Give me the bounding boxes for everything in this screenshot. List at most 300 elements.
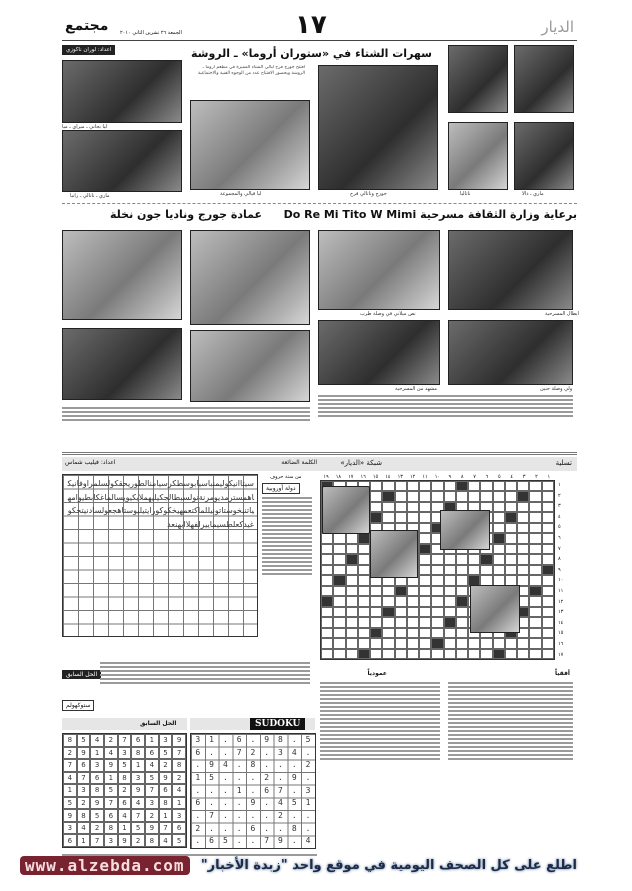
crossword-cell[interactable] [517,544,529,554]
crossword-cell[interactable] [468,481,480,491]
word-search-letters: سيتاانيكوليمنباسيابوسطكرسيامنالطوريحقكولسلمراوفانيكاهمسترمديومرنةنولسبطالجكيليهملايكيويسالماغكابطيوامهياتنبخوستاتونيللماكتعمهيخكوكورايتيليوستاهجعولسادنيتحكوغيدكعلطسيماييرلفهلاابهنعد [67,479,254,529]
sudoku-solution-value: 8 [172,759,186,772]
sudoku-title: SUDOKU [250,718,305,730]
crossword-cell[interactable] [358,596,370,606]
sudoku-solution-value: 3 [131,772,145,785]
crossword-cell[interactable] [321,533,333,543]
crossword-cell[interactable] [542,586,554,596]
crossword-cell[interactable] [407,649,419,659]
sudoku-puzzle-grid[interactable] [190,733,320,849]
crossword-cell[interactable] [346,649,358,659]
sudoku-solution-value: 4 [172,784,186,797]
crossword-cell[interactable] [542,638,554,648]
crossword-cell[interactable] [456,649,468,659]
sudoku-solution-value: 1 [131,759,145,772]
crossword-cell[interactable] [395,512,407,522]
crossword-cell[interactable] [431,481,443,491]
crossword-row-number: ٩ [558,566,561,573]
crossword-cell[interactable] [321,554,333,564]
crossword-column-number: ٦ [485,474,489,480]
crossword-cell[interactable] [517,565,529,575]
crossword-cell[interactable] [456,491,468,501]
crossword-cell[interactable] [480,491,492,501]
caption: ليا بجاني ـ ميراي ـ ميا [62,124,108,130]
crossword-cell[interactable] [407,617,419,627]
crossword-cell[interactable] [419,502,431,512]
crossword-cell[interactable] [456,628,468,638]
sudoku-solution-value: 7 [131,809,145,822]
crossword-cell[interactable] [407,491,419,501]
photo-woman-1 [448,45,508,113]
crossword-column-number: ٣ [522,474,526,480]
crossword-cell[interactable] [444,649,456,659]
crossword-cell[interactable] [542,502,554,512]
crossword-cell[interactable] [370,638,382,648]
crossword-cell[interactable] [358,533,370,543]
crossword-cell[interactable] [382,607,394,617]
sudoku-solution-value: 7 [77,772,91,785]
crossword-photo-4 [470,585,520,633]
crossword-cell[interactable] [333,575,345,585]
crossword-cell[interactable] [321,628,333,638]
crossword-cell[interactable] [346,554,358,564]
crossword-cell[interactable] [395,617,407,627]
crossword-cell[interactable] [493,502,505,512]
sudoku-solution-value: 5 [63,797,77,810]
crossword-cell[interactable] [444,607,456,617]
crossword-cell[interactable] [431,575,443,585]
sudoku-solution-value: 2 [63,747,77,760]
photo-play-scene [318,320,440,385]
crossword-cell[interactable] [542,491,554,501]
sudoku-solution-value: 8 [131,747,145,760]
sudoku-solution-value: 3 [90,759,104,772]
crossword-cell[interactable] [370,596,382,606]
crossword-cell[interactable] [321,565,333,575]
sudoku-solution-value: 9 [131,784,145,797]
crossword-cell[interactable] [529,533,541,543]
crossword-cell[interactable] [529,617,541,627]
crossword-cell[interactable] [358,607,370,617]
sudoku-row[interactable]: .7....2.. [195,810,320,820]
crossword-row-number: ٣ [558,503,561,510]
crossword-cell[interactable] [346,586,358,596]
crossword-cell[interactable] [517,533,529,543]
crossword-cell[interactable] [529,649,541,659]
crossword-cell[interactable] [529,628,541,638]
crossword-cell[interactable] [542,512,554,522]
crossword-cell[interactable] [346,617,358,627]
crossword-cell[interactable] [529,523,541,533]
sudoku-solution-value: 6 [131,734,145,747]
crossword-cell[interactable] [333,638,345,648]
crossword-cell[interactable] [542,544,554,554]
sudoku-solution-value: 2 [131,834,145,847]
crossword-cell[interactable] [468,554,480,564]
crossword-cell[interactable] [468,649,480,659]
crossword-cell[interactable] [529,512,541,522]
crossword-cell[interactable] [407,481,419,491]
crossword-cell[interactable] [505,512,517,522]
sudoku-solution-value: 2 [90,822,104,835]
crossword-cell[interactable] [542,607,554,617]
crossword-column-number: ١٤ [385,474,391,480]
crossword-cell[interactable] [505,491,517,501]
crossword-cell[interactable] [456,481,468,491]
crossword-cell[interactable] [493,512,505,522]
crossword-cell[interactable] [529,607,541,617]
crossword-cell[interactable] [444,596,456,606]
crossword-cell[interactable] [419,575,431,585]
caption: جورج وناتالي فرح [350,191,387,197]
sudoku-row[interactable]: .94.8...2 [195,760,320,770]
crossword-cell[interactable] [517,554,529,564]
crossword-cell[interactable] [346,628,358,638]
crossword-row-number: ٨ [558,556,561,563]
crossword-column-number: ١ [547,474,551,480]
crossword-cell[interactable] [444,575,456,585]
caption: ماري ـ ناتالي ـ رانيا [70,193,110,199]
crossword-cell[interactable] [493,544,505,554]
crossword-cell[interactable] [456,638,468,648]
crossword-cell[interactable] [505,554,517,564]
crossword-cell[interactable] [529,638,541,648]
crossword-cell[interactable] [382,649,394,659]
crossword-cell[interactable] [346,565,358,575]
crossword-cell[interactable] [321,617,333,627]
crossword-cell[interactable] [395,586,407,596]
crossword-cell[interactable] [456,565,468,575]
crossword-cell[interactable] [456,575,468,585]
crossword-cell[interactable] [321,575,333,585]
crossword-cell[interactable] [346,638,358,648]
crossword-cell[interactable] [382,502,394,512]
crossword-row-number: ٤ [558,513,561,520]
crossword-cell[interactable] [346,607,358,617]
sudoku-solution-value: 8 [77,809,91,822]
crossword-cell[interactable] [468,638,480,648]
crossword-cell[interactable] [407,586,419,596]
crossword-cell[interactable] [542,554,554,564]
crossword-row-number: ١٧ [558,651,564,658]
crossword-cell[interactable] [480,481,492,491]
crossword-cell[interactable] [382,638,394,648]
sudoku-solution-value: 3 [172,809,186,822]
crossword-cell[interactable] [419,491,431,501]
crossword-cell[interactable] [407,638,419,648]
crossword-cell[interactable] [321,596,333,606]
crossword-cell[interactable] [321,586,333,596]
crossword-cell[interactable] [346,575,358,585]
crossword-cell[interactable] [431,638,443,648]
promo-banner-url[interactable]: www.alzebda.com [20,856,190,875]
crossword-cell[interactable] [358,628,370,638]
crossword-cell[interactable] [382,512,394,522]
crossword-cell[interactable] [542,565,554,575]
crossword-cell[interactable] [419,554,431,564]
crossword-cell[interactable] [529,575,541,585]
crossword-cell[interactable] [542,523,554,533]
crossword-cell[interactable] [419,512,431,522]
crossword-cell[interactable] [407,512,419,522]
crossword-cell[interactable] [505,533,517,543]
crossword-cell[interactable] [444,554,456,564]
crossword-row-number: ١٠ [558,577,564,584]
sudoku-solution-grid [62,733,187,848]
crossword-cell[interactable] [431,649,443,659]
photo-woman-singing [190,100,310,190]
crossword-cell[interactable] [370,649,382,659]
crossword-cell[interactable] [321,544,333,554]
crossword-cell[interactable] [419,628,431,638]
crossword-cell[interactable] [542,575,554,585]
crossword-cell[interactable] [468,565,480,575]
crossword-cell[interactable] [529,565,541,575]
crossword-cell[interactable] [333,586,345,596]
crossword-cell[interactable] [382,628,394,638]
crossword-cell[interactable] [395,502,407,512]
crossword-cell[interactable] [456,617,468,627]
crossword-cell[interactable] [419,565,431,575]
crossword-cell[interactable] [370,491,382,501]
crossword-cell[interactable] [333,554,345,564]
crossword-cell[interactable] [505,544,517,554]
photo-couple [318,65,438,190]
crossword-cell[interactable] [370,607,382,617]
crossword-cell[interactable] [493,481,505,491]
crossword-cell[interactable] [480,554,492,564]
crossword-column-number: ٧ [473,474,476,480]
crossword-cell[interactable] [419,523,431,533]
crossword-cell[interactable] [529,481,541,491]
crossword-cell[interactable] [395,596,407,606]
crossword-cell[interactable] [480,649,492,659]
promo-banner-text[interactable]: اطلع على كل الصحف اليومية في موقع واحد "زبدة الأخبار" [200,858,577,873]
crossword-cell[interactable] [517,491,529,501]
crossword-cell[interactable] [333,596,345,606]
crossword-cell[interactable] [493,638,505,648]
crossword-cell[interactable] [346,544,358,554]
sudoku-row[interactable]: 6...9.451 [195,798,320,808]
crossword-cell[interactable] [370,628,382,638]
crossword-cell[interactable] [419,596,431,606]
sudoku-row[interactable]: 2...6..8. [195,823,320,833]
crossword-cell[interactable] [529,491,541,501]
crossword-cell[interactable] [370,481,382,491]
crossword-cell[interactable] [505,523,517,533]
crossword-cell[interactable] [431,491,443,501]
crossword-cell[interactable] [395,481,407,491]
crossword-cell[interactable] [505,481,517,491]
newspaper-logo: الديار [541,18,574,36]
sudoku-solution-value: 7 [90,834,104,847]
crossword-cell[interactable] [346,533,358,543]
crossword-cell[interactable] [419,617,431,627]
crossword-cell[interactable] [333,544,345,554]
crossword-cell[interactable] [505,649,517,659]
crossword-cell[interactable] [542,649,554,659]
crossword-cell[interactable] [468,491,480,501]
crossword-cell[interactable] [395,628,407,638]
crossword-cell[interactable] [493,649,505,659]
crossword-cell[interactable] [419,481,431,491]
crossword-cell[interactable] [517,523,529,533]
crossword-cell[interactable] [505,638,517,648]
crossword-cell[interactable] [542,533,554,543]
crossword-cell[interactable] [444,628,456,638]
crossword-cell[interactable] [382,481,394,491]
crossword-cell[interactable] [395,638,407,648]
prev-solution-words [100,660,310,710]
crossword-cell[interactable] [333,628,345,638]
crossword-cell[interactable] [529,502,541,512]
photo-play-scene-2 [448,320,573,385]
across-label: أفقياً [554,670,570,677]
crossword-cell[interactable] [456,586,468,596]
crossword-cell[interactable] [431,628,443,638]
crossword-cell[interactable] [493,523,505,533]
crossword-cell[interactable] [517,481,529,491]
caption: ولي وصلة حنين [540,386,573,392]
sudoku-solution-value: 5 [159,747,173,760]
crossword-cell[interactable] [444,638,456,648]
crossword-cell[interactable] [358,649,370,659]
crossword-cell[interactable] [517,649,529,659]
crossword-cell[interactable] [358,565,370,575]
crossword-cell[interactable] [431,565,443,575]
crossword-cell[interactable] [370,617,382,627]
sudoku-row[interactable]: ...1.67.3 [195,785,320,795]
crossword-cell[interactable] [444,565,456,575]
crossword-cell[interactable] [382,586,394,596]
caption: مشهد من المسرحية [395,386,438,392]
crossword-cell[interactable] [444,617,456,627]
sudoku-solution-value: 6 [145,747,159,760]
crossword-cell[interactable] [358,638,370,648]
crossword-cell[interactable] [382,491,394,501]
sudoku-solution-value: 3 [159,734,173,747]
sudoku-solution-value: 8 [90,784,104,797]
crossword-cell[interactable] [382,596,394,606]
sudoku-solution-value: 6 [172,822,186,835]
crossword-row-number: ٢ [558,492,561,499]
crossword-cell[interactable] [542,617,554,627]
crossword-cell[interactable] [542,628,554,638]
crossword-cell[interactable] [480,638,492,648]
crossword-cell[interactable] [542,596,554,606]
crossword-cell[interactable] [444,586,456,596]
crossword-cell[interactable] [321,649,333,659]
crossword-cell[interactable] [395,649,407,659]
crossword-cell[interactable] [456,554,468,564]
crossword-column-number: ١٣ [397,474,403,480]
crossword-cell[interactable] [346,596,358,606]
crossword-cell[interactable] [517,638,529,648]
crossword-cell[interactable] [529,596,541,606]
crossword-cell[interactable] [419,638,431,648]
crossword-cell[interactable] [333,649,345,659]
sudoku-solution-value: 5 [145,772,159,785]
sudoku-row[interactable]: 6..72.34. [195,747,320,757]
crossword-cell[interactable] [456,607,468,617]
crossword-cell[interactable] [358,617,370,627]
missing-word-title: الكلمة الضائعة [281,459,317,466]
crossword-cell[interactable] [493,554,505,564]
crossword-cell[interactable] [480,565,492,575]
crossword-cell[interactable] [407,607,419,617]
crossword-cell[interactable] [321,638,333,648]
crossword-cell[interactable] [407,502,419,512]
crossword-cell[interactable] [493,533,505,543]
photo-woman-4 [514,122,574,190]
crossword-cell[interactable] [517,502,529,512]
crossword-cell[interactable] [419,544,431,554]
crossword-cell[interactable] [358,586,370,596]
crossword-cell[interactable] [529,586,541,596]
crossword-cell[interactable] [529,554,541,564]
crossword-cell[interactable] [456,596,468,606]
down-clues [320,680,440,840]
crossword-cell[interactable] [333,607,345,617]
sudoku-solution-value: 6 [118,797,132,810]
crossword-cell[interactable] [493,565,505,575]
crossword-cell[interactable] [431,554,443,564]
crossword-cell[interactable] [333,617,345,627]
crossword-cell[interactable] [395,491,407,501]
crossword-cell[interactable] [431,586,443,596]
crossword-cell[interactable] [321,607,333,617]
crossword-cell[interactable] [444,481,456,491]
crossword-cell[interactable] [419,586,431,596]
crossword-cell[interactable] [542,481,554,491]
crossword-cell[interactable] [493,491,505,501]
crossword-cell[interactable] [431,617,443,627]
sudoku-solution-value: 8 [159,797,173,810]
sudoku-row[interactable]: 15...2.9. [195,772,320,782]
crossword-cell[interactable] [333,533,345,543]
sudoku-solution-value: 6 [104,809,118,822]
crossword-cell[interactable] [444,491,456,501]
crossword-cell[interactable] [419,533,431,543]
crossword-cell[interactable] [529,544,541,554]
crossword-cell[interactable] [407,628,419,638]
crossword-cell[interactable] [358,575,370,585]
crossword-cell[interactable] [419,649,431,659]
sudoku-row[interactable]: .65..79.4 [195,836,320,846]
crossword-cell[interactable] [419,607,431,617]
word-search-grid[interactable] [62,474,258,637]
crossword-cell[interactable] [382,617,394,627]
crossword-cell[interactable] [431,596,443,606]
photo-woman-2 [514,45,574,113]
crossword-cell[interactable] [431,607,443,617]
sudoku-row[interactable]: 31.6.98.5 [195,735,320,744]
crossword-cell[interactable] [370,512,382,522]
photo-group-women [62,130,182,192]
sudoku-solution-value: 9 [159,772,173,785]
crossword-cell[interactable] [407,596,419,606]
crossword-cell[interactable] [505,502,517,512]
crossword-column-number: ١١ [422,474,428,480]
crossword-cell[interactable] [358,554,370,564]
crossword-cell[interactable] [333,565,345,575]
crossword-cell[interactable] [358,544,370,554]
crossword-cell[interactable] [505,565,517,575]
crossword-cell[interactable] [517,512,529,522]
crossword-cell[interactable] [395,607,407,617]
crossword-cell[interactable] [370,586,382,596]
crossword-cell[interactable] [370,502,382,512]
